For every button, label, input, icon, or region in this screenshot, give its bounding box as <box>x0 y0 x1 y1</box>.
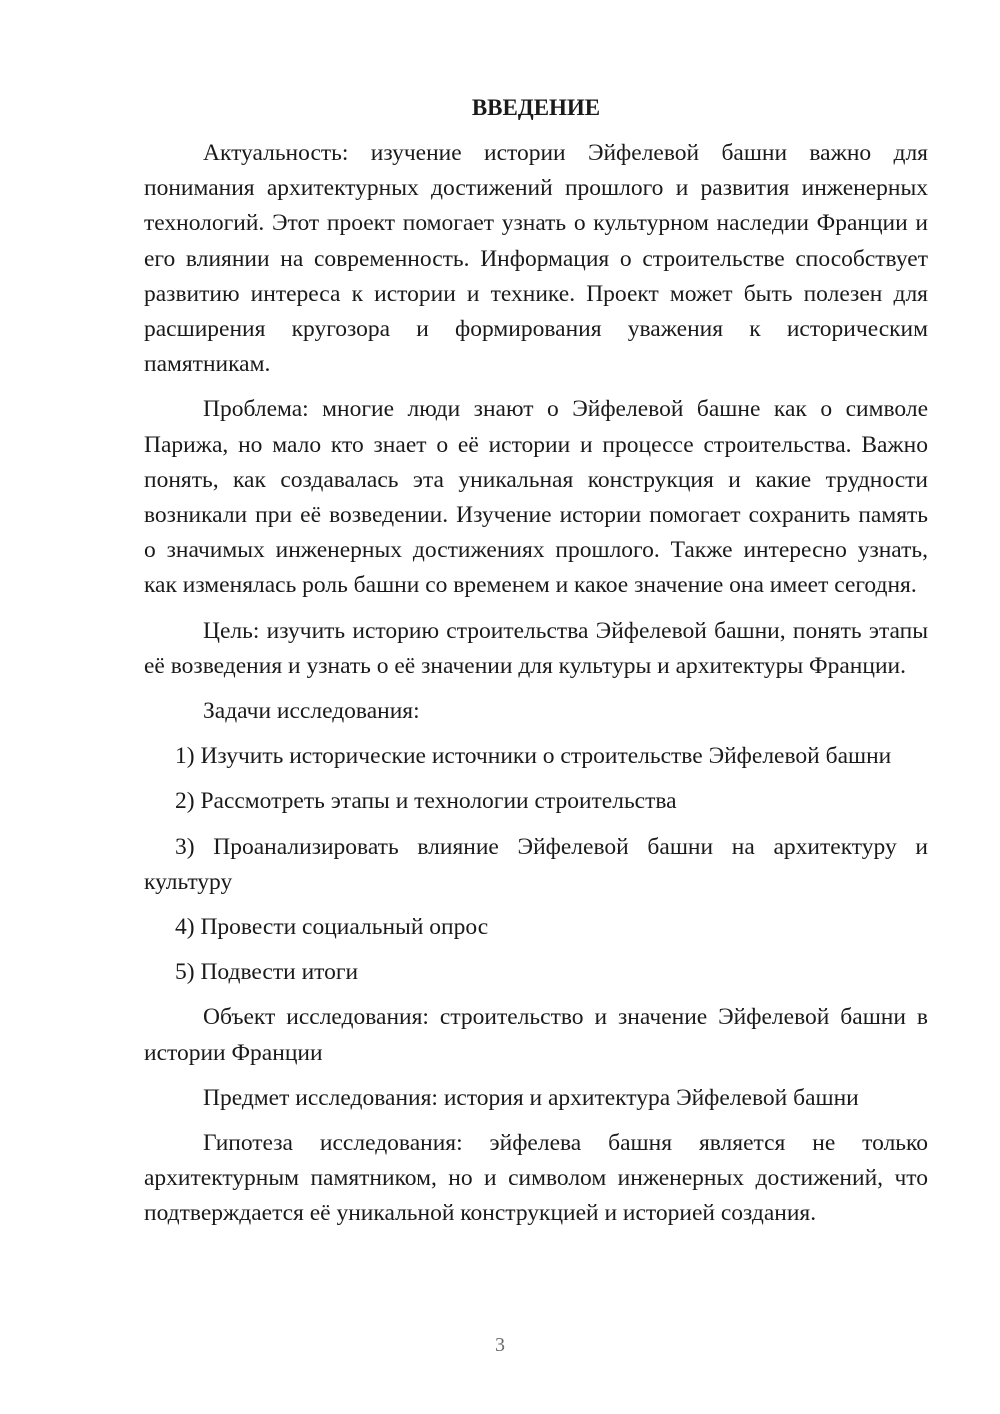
task-item-4: 4) Провести социальный опрос <box>175 914 489 941</box>
page-content <box>144 92 928 1242</box>
task-item-1: 1) Изучить исторические источники о строительстве Эйфелевой башни <box>175 743 892 770</box>
page-number: 3 <box>495 1334 505 1356</box>
task-item-5: 5) Подвести итоги <box>175 959 359 986</box>
task-item-2: 2) Рассмотреть этапы и технологии строительства <box>175 788 677 815</box>
relevance-paragraph: Актуальность: изучение истории Эйфелевой башни важно для понимания архитектурных достижений прошлого и развития инженерных технологий. Этот проект помогает узнать о культурном наследии Франции и его влиянии на современность. Информация о строительстве способствует развитию интереса к истории и технике. Проект может быть полезен для расширения кругозора и формирования уважения к историческим памятникам. <box>144 140 928 378</box>
subject-paragraph: Предмет исследования: история и архитектура Эйфелевой башни <box>203 1084 859 1111</box>
object-paragraph: Объект исследования: строительство и значение Эйфелевой башни в истории Франции <box>144 1004 928 1066</box>
problem-paragraph: Проблема: многие люди знают о Эйфелевой башне как о символе Парижа, но мало кто знает о её истории и процессе строительства. Важно понять, как создавалась эта уникальная конструкция и какие трудности возникали при её возведении. Изучение истории помогает сохранить память о значимых инженерных достижениях прошлого. Также интересно узнать, как изменялась роль башни со временем и какое значение она имеет сегодня. <box>144 396 928 599</box>
hypothesis-paragraph: Гипотеза исследования: эйфелева башня является не только архитектурным памятником, но и символом инженерных достижений, что подтверждается её уникальной конструкцией и историей создания. <box>144 1130 928 1227</box>
goal-paragraph: Цель: изучить историю строительства Эйфелевой башни, понять этапы её возведения и узнать о её значении для культуры и архитектуры Франции. <box>144 617 928 679</box>
task-item-3: 3) Проанализировать влияние Эйфелевой башни на архитектуру и культуру <box>144 833 928 895</box>
tasks-heading: Задачи исследования: <box>203 698 420 725</box>
section-title: ВВЕДЕНИЕ <box>471 95 601 120</box>
